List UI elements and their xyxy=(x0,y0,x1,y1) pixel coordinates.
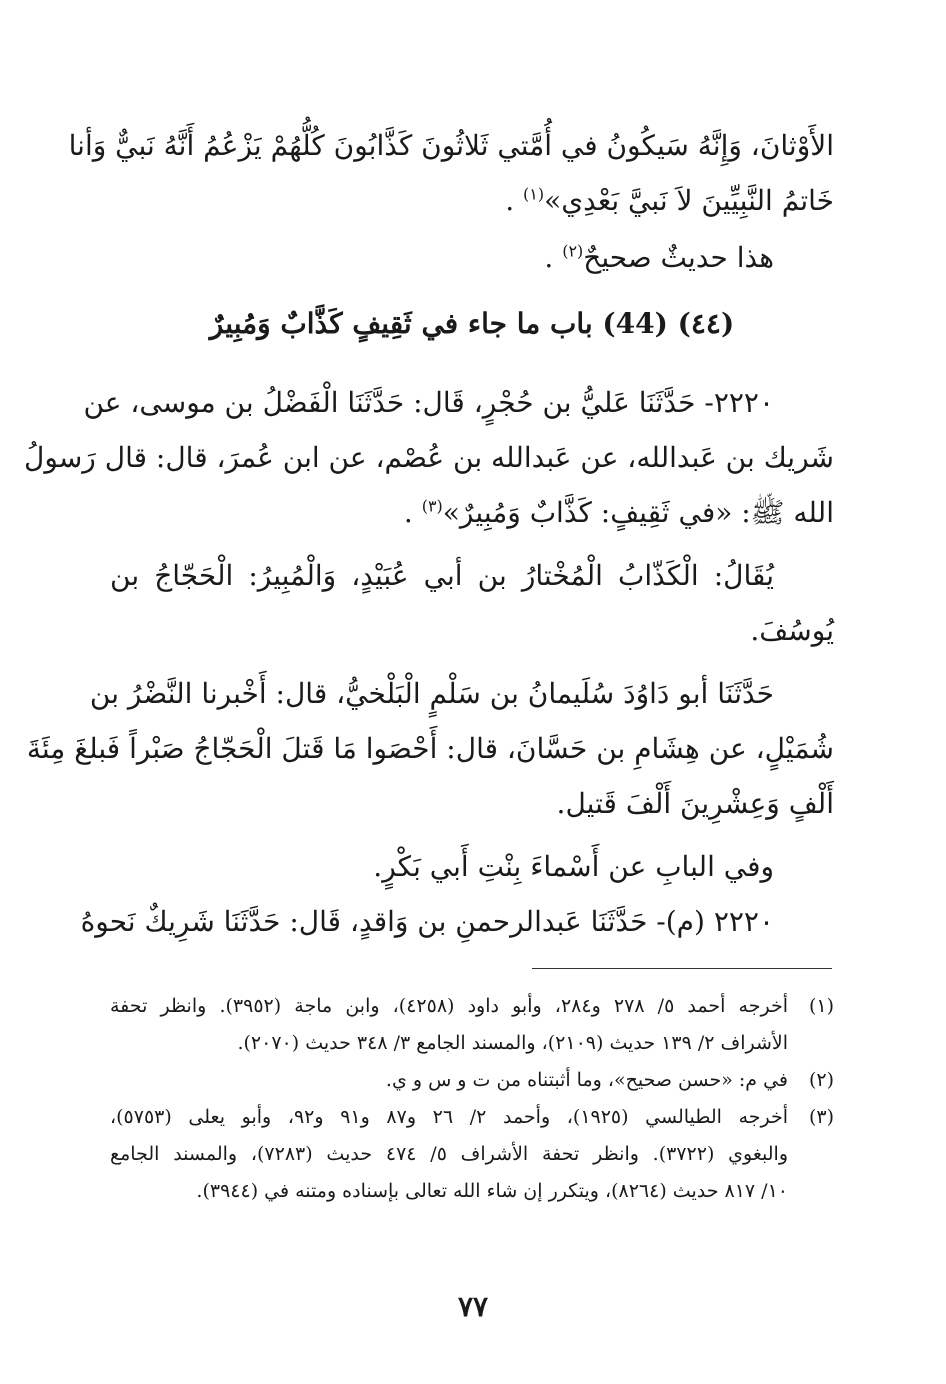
text-line: شَريك بن عَبدالله، عن عَبدالله بن عُصْم، عن ابن عُمرَ، قال: قال رَسولُ xyxy=(24,441,834,474)
footnote-item xyxy=(110,1099,834,1210)
footnote-number: (٢) xyxy=(808,1069,834,1091)
footnote-line: في م: «حسن صحيح»، وما أثبتناه من ت و س و ي. xyxy=(385,1069,788,1091)
paragraph-intro xyxy=(68,118,834,228)
chapter-heading: (٤٤) (44) باب ما جاء في ثَقِيفٍ كَذَّابٌ وَمُبِيرٌ xyxy=(209,307,735,340)
text-segment: الله ﷺ: «في ثَقِيفٍ: كَذَّابٌ وَمُبِيرٌ» xyxy=(442,496,834,529)
text-line: ٢٢٢٠- حَدَّثَنَا عَليُّ بن حُجْرٍ، قَال: حَدَّثَنَا الْفَضْلُ بن موسى، عن xyxy=(83,386,774,419)
footnote-marker: (٢) xyxy=(562,241,584,261)
text-line xyxy=(110,485,834,540)
footnotes xyxy=(110,988,834,1210)
footnote-marker: (٣) xyxy=(421,496,443,516)
text-line: ٢٢٢٠ (م)- حَدَّثَنَا عَبدالرحمنِ بن وَاقدٍ، قَال: حَدَّثَنَا شَرِيكٌ نَحوهُ xyxy=(80,905,774,938)
page-number: ٧٧ xyxy=(457,1290,489,1323)
grading-statement xyxy=(110,230,834,285)
footnote-line: والبغوي (٣٧٢٢). وانظر تحفة الأشراف ٥/ ٤٧٤ حديث (٧٢٨٣)، والمسند الجامع xyxy=(110,1143,788,1165)
text-segment: . xyxy=(544,241,563,274)
text-line: يُقَالُ: الْكَذّابُ الْمُخْتارُ بن أبي عُبَيْدٍ، وَالْمُبِيرُ: الْحَجّاجُ بن xyxy=(110,559,774,592)
footnote-item xyxy=(110,988,834,1062)
text-line: أَلْفٍ وَعِشْرِينَ أَلْفَ قَتيل. xyxy=(556,787,834,820)
text-segment: خَاتمُ النَّبِيِّينَ لاَ نَبيَّ بَعْدِي» xyxy=(544,184,834,217)
footnote-separator xyxy=(532,968,832,969)
footnote-line: أخرجه الطيالسي (١٩٢٥)، وأحمد ٢/ ٢٦ و٨٧ و٩١ و٩٢، وأبو يعلى (٥٧٥٣)، xyxy=(110,1106,789,1128)
text-line: وفي البابِ عن أَسْماءَ بِنْتِ أَبي بَكْرٍ. xyxy=(373,850,774,883)
footnote-item xyxy=(110,1062,834,1099)
hadith-2220m xyxy=(80,894,834,949)
in-the-chapter-note xyxy=(110,839,834,894)
footnote-marker: (١) xyxy=(523,184,545,204)
text-line: حَدَّثَنَا أبو دَاوُدَ سُلَيمانُ بن سَلْمٍ الْبَلْخيُّ، قال: أَخْبرنا النَّضْرُ بن xyxy=(89,677,774,710)
text-line xyxy=(110,230,834,285)
text-line: الأَوْثانَ، وَإِنَّهُ سَيكُونُ في أُمَّتي ثَلاثُونَ كَذَّابُونَ كُلُّهُمْ يَزْعُمُ أَنَّهُ نَبيٌّ وَأنا xyxy=(68,129,834,162)
text-line xyxy=(110,173,834,228)
footnote-line: الأشراف ٢/ ١٣٩ حديث (٢١٠٩)، والمسند الجامع ٣/ ٣٤٨ حديث (٢٠٧٠). xyxy=(237,1032,788,1054)
text-line: يُوسُفَ. xyxy=(750,614,834,647)
footnote-number: (٣) xyxy=(808,1106,834,1128)
grading-text: هذا حديثٌ صحيحٌ xyxy=(583,241,774,274)
hadith-2220 xyxy=(24,375,834,540)
footnote-line: ١٠/ ٨١٧ حديث (٨٢٦٤)، ويتكرر إن شاء الله تعالى بإسناده ومتنه في (٣٩٤٤). xyxy=(196,1180,788,1202)
footnote-line: أخرجه أحمد ٥/ ٢٧٨ و٢٨٤، وأبو داود (٤٢٥٨)، وابن ماجة (٣٩٥٢). وانظر تحفة xyxy=(110,995,788,1017)
explanation-paragraph xyxy=(110,548,834,658)
footnote-number: (١) xyxy=(808,995,834,1017)
main-text xyxy=(24,118,834,949)
text-line: شُمَيْلٍ، عن هِشَامِ بن حَسَّانَ، قال: أَحْصَوا مَا قَتلَ الْحَجّاجُ صَبْراً فَبلغَ مِئَةَ xyxy=(26,732,834,765)
text-segment: . xyxy=(505,184,524,217)
text-segment: . xyxy=(403,496,422,529)
narration-paragraph xyxy=(26,666,834,831)
